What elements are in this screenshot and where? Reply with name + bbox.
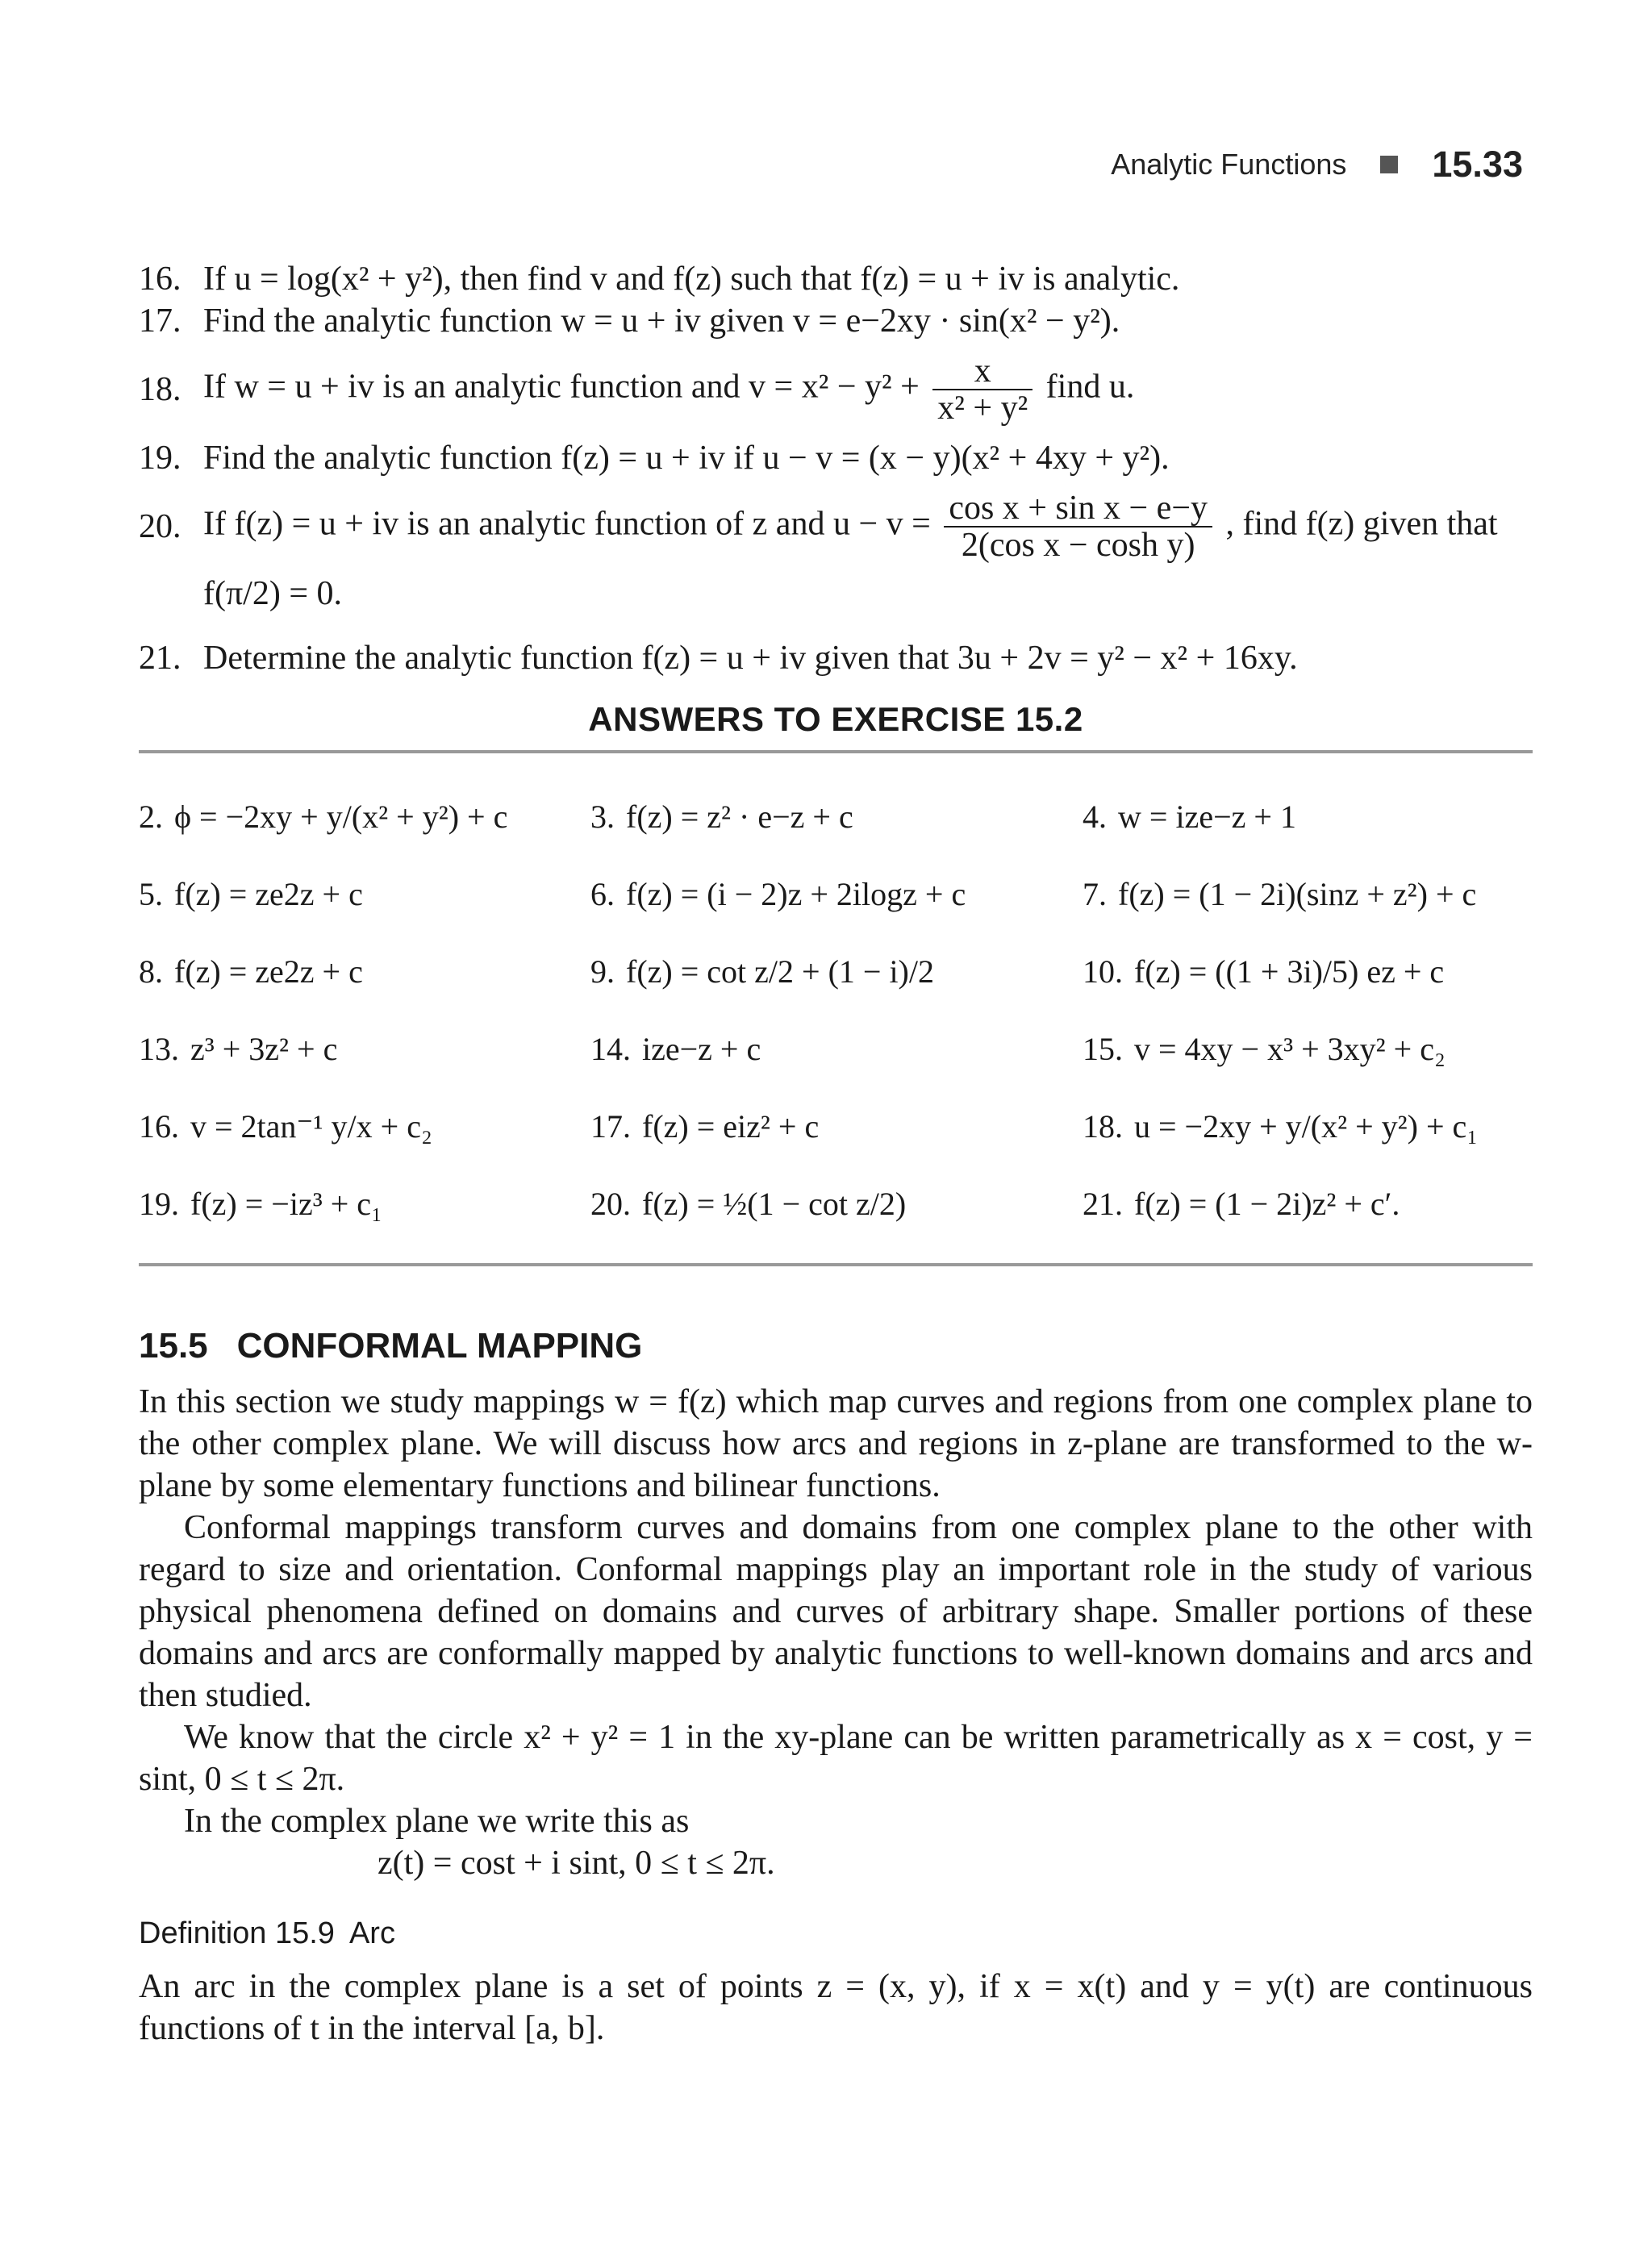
answer-7: 7. f(z) = (1 − 2i)(sinz + z²) + c: [1083, 875, 1477, 912]
answer-9: 9. f(z) = cot z/2 + (1 − i)/2: [590, 953, 934, 990]
section-paragraph: In the complex plane we write this as: [184, 1803, 690, 1841]
running-title: Analytic Functions: [1111, 148, 1347, 181]
answer-16: 16. v = 2tan⁻¹ y/x + c₂: [139, 1107, 432, 1145]
answer-13: 13. z³ + 3z² + c: [139, 1030, 338, 1067]
exercise-problems: [139, 258, 1533, 679]
section-paragraph: Conformal mappings transform curves and domains from one complex plane to the other with regard to size and orientation. Conformal mappings play an important role in the study of various physical phenomena defined on domains and curves of arbitrary shape. Smaller portions of these domains and arcs are conformally mapped by analytic functions to well-known domains and arcs and then studied.: [139, 1509, 1533, 1715]
answer-18: 18. u = −2xy + y/(x² + y²) + c₁: [1083, 1107, 1479, 1145]
fraction: $\frac{\text{cos x + sin x − e−y}}{\text{2(cos x − cosh y)}}$: [944, 490, 1212, 563]
page-header: [1111, 144, 1523, 186]
answer-8: 8. f(z) = ze2z + c: [139, 953, 363, 990]
problem-18: 18. If w = u + iv is an analytic function and v = x² − y² + $\frac{x}{\text{x² + y²}}$ find u.: [139, 352, 1135, 427]
fraction: $\frac{x}{\text{x² + y²}}$: [932, 353, 1032, 426]
answer-5: 5. f(z) = ze2z + c: [139, 875, 363, 912]
problem-20: 20. If f(z) = u + iv is an analytic function of z and u − v = $\frac{\text{cos x + sin x − e−y}}{\text{2(cos x − cosh y)}}$ , find f(z) given that: [139, 490, 1498, 565]
answer-20: 20. f(z) = ½(1 − cot z/2): [590, 1185, 907, 1222]
answer-3: 3. f(z) = z² · e−z + c: [590, 798, 853, 835]
answers-bottom-rule: [139, 1263, 1533, 1266]
answer-14: 14. ize−z + c: [590, 1030, 761, 1067]
definition-heading: Definition 15.9 Arc: [139, 1916, 395, 1951]
problem-16: 16. If u = log(x² + y²), then find v and f(z) such that f(z) = u + iv is analytic.: [139, 261, 1180, 298]
problem-20-condition: f(π/2) = 0.: [203, 575, 343, 613]
answer-10: 10. f(z) = ((1 + 3i)/5) ez + c: [1083, 953, 1445, 990]
definition-text: An arc in the complex plane is a set of points z = (x, y), if x = x(t) and y = y(t) are continuous functions of t in the interval [a, b].: [139, 1968, 1533, 2048]
square-bullet-icon: [1380, 156, 1398, 173]
problem-19: 19. Find the analytic function f(z) = u + iv if u − v = (x − y)(x² + 4xy + y²).: [139, 440, 1170, 477]
problem-21: 21. Determine the analytic function f(z) = u + iv given that 3u + 2v = y² − x² + 16xy.: [139, 640, 1298, 678]
answer-2: 2. ϕ = −2xy + y/(x² + y²) + c: [139, 798, 508, 835]
answer-4: 4. w = ize−z + 1: [1083, 798, 1296, 835]
display-equation: z(t) = cost + i sint, 0 ≤ t ≤ 2π.: [378, 1845, 775, 1883]
answers-heading: ANSWERS TO EXERCISE 15.2: [588, 700, 1083, 739]
page-content: [139, 258, 1533, 2050]
answer-19: 19. f(z) = −iz³ + c₁: [139, 1185, 382, 1222]
answers-grid: [139, 753, 1533, 1263]
answer-17: 17. f(z) = eiz² + c: [590, 1107, 820, 1145]
page-number: 15.33: [1432, 144, 1523, 185]
section-paragraph: We know that the circle x² + y² = 1 in the xy-plane can be written parametrically as x = cost, y = sint, 0 ≤ t ≤ 2π.: [139, 1719, 1533, 1799]
answer-15: 15. v = 4xy − x³ + 3xy² + c₂: [1083, 1030, 1446, 1067]
section-heading: 15.5 CONFORMAL MAPPING: [139, 1326, 643, 1366]
problem-17: 17. Find the analytic function w = u + iv given v = e−2xy · sin(x² − y²).: [139, 302, 1120, 340]
section-paragraph: In this section we study mappings w = f(z) which map curves and regions from one complex plane to the other complex plane. We will discuss how arcs and regions in z-plane are transformed to the w-plane by some elementary functions and bilinear functions.: [139, 1383, 1533, 1505]
answer-21: 21. f(z) = (1 − 2i)z² + c′.: [1083, 1185, 1400, 1222]
answer-6: 6. f(z) = (i − 2)z + 2ilogz + c: [590, 875, 966, 912]
